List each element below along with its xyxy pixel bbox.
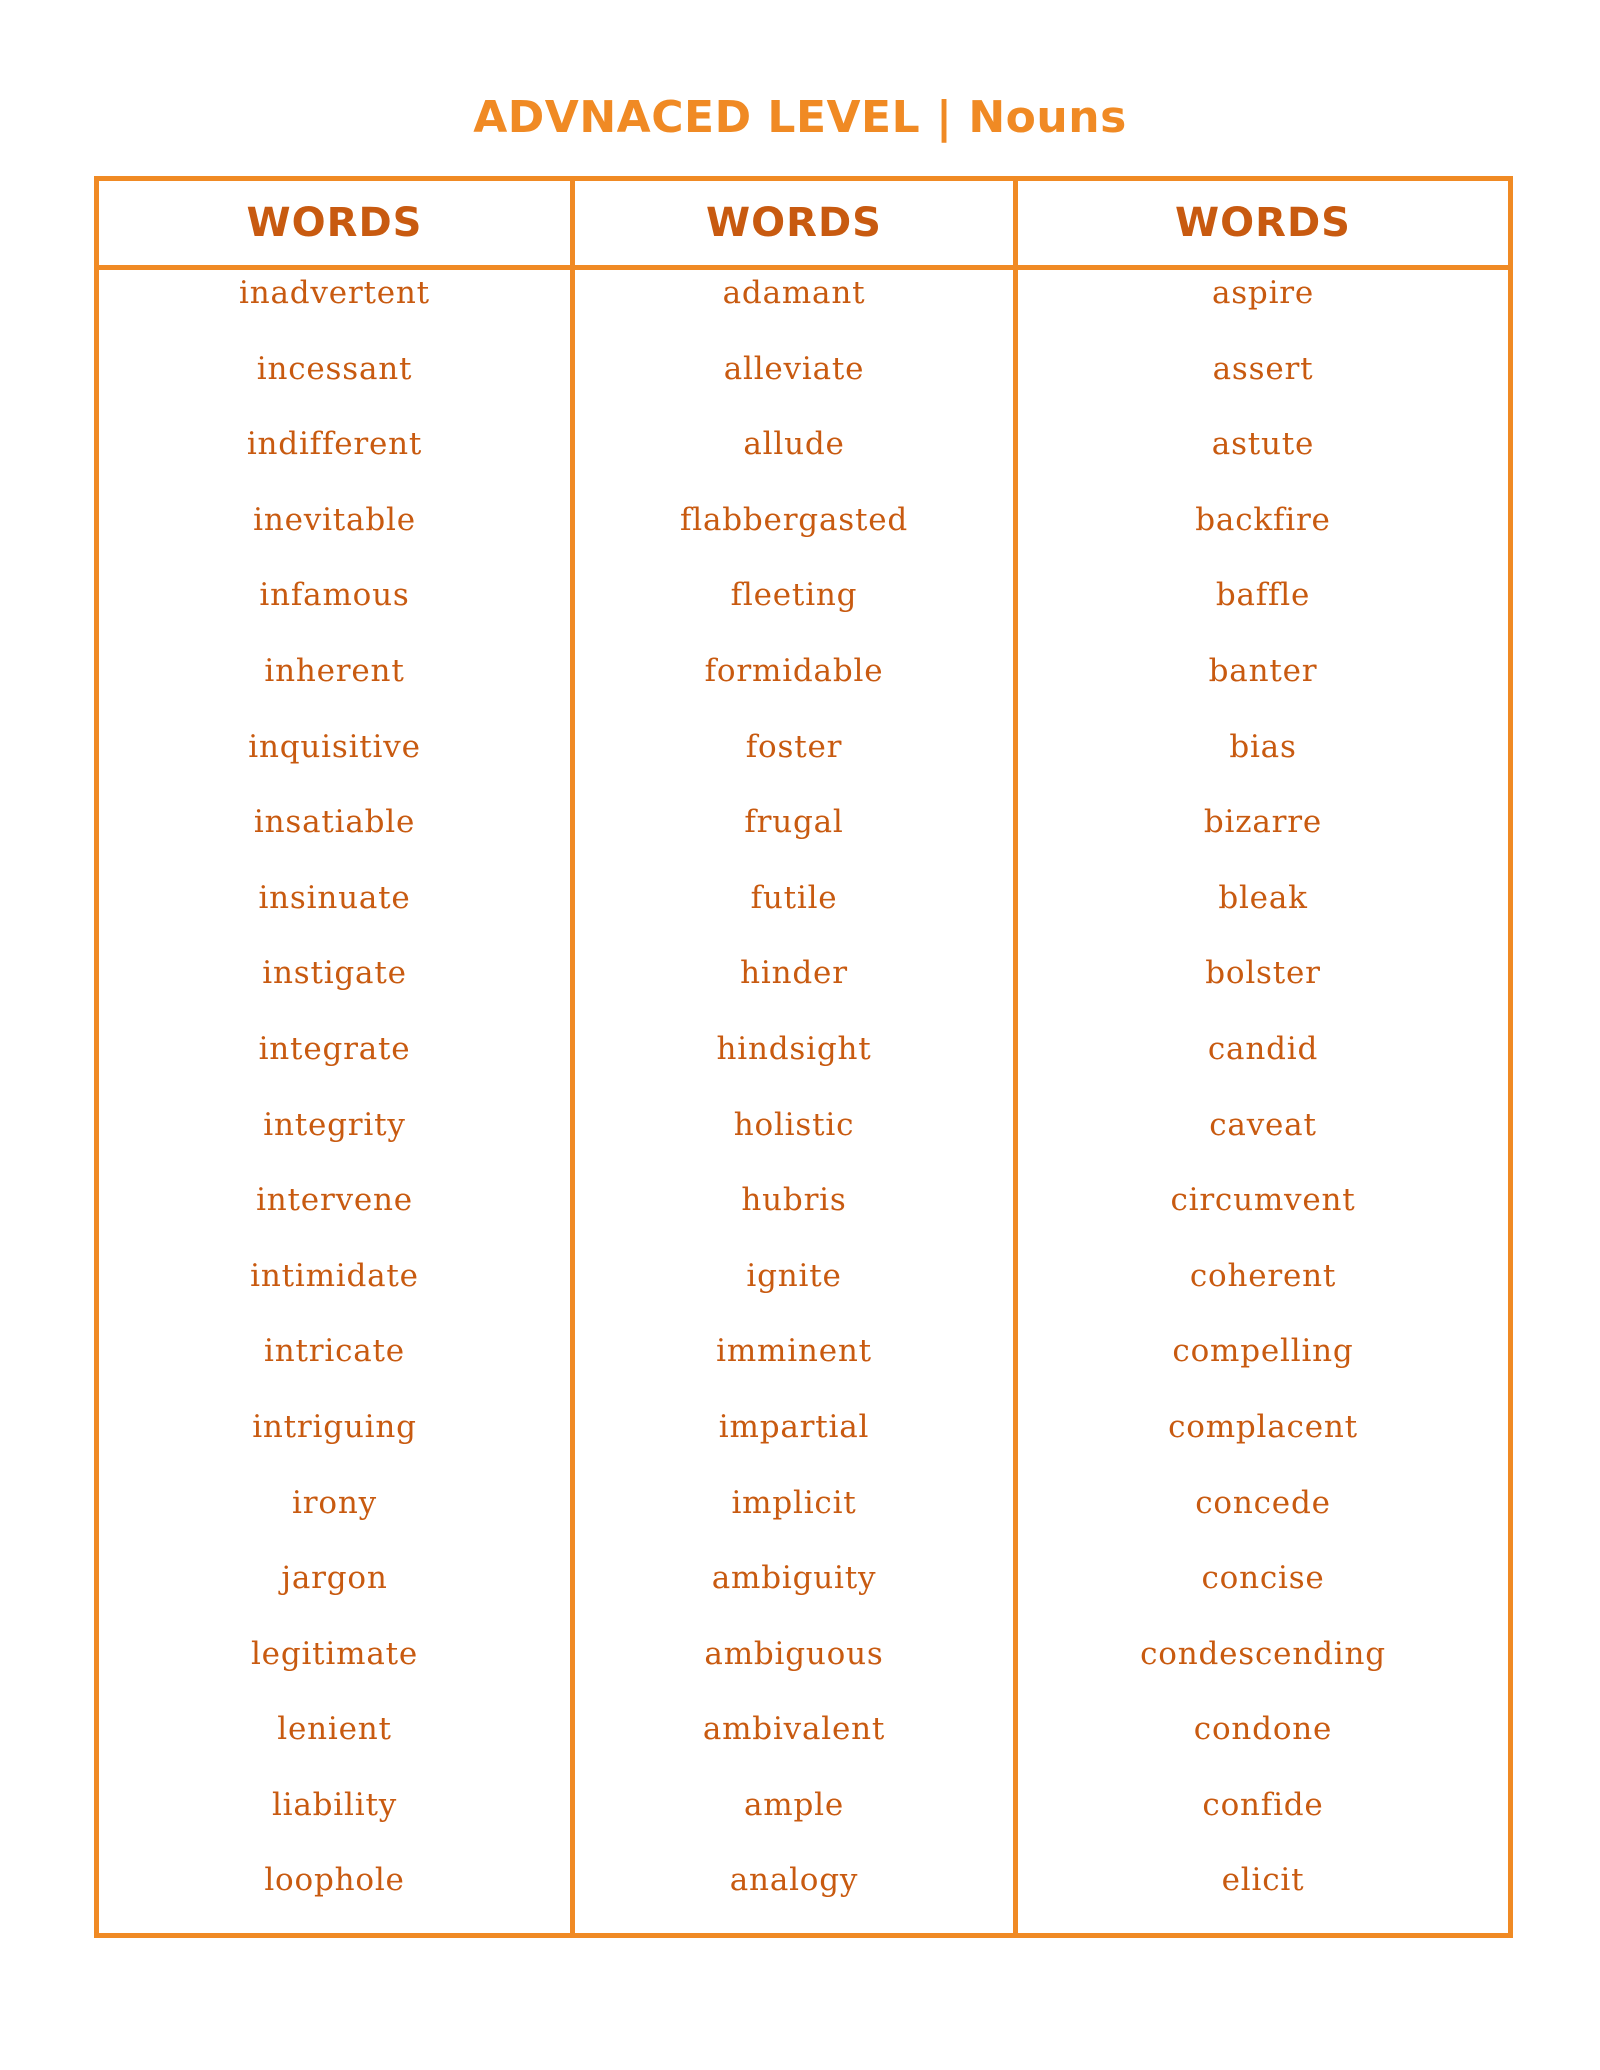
word-item: backfire: [1195, 501, 1331, 538]
word-item: intimidate: [250, 1257, 419, 1294]
word-item: inadvertent: [239, 275, 430, 311]
word-item: analogy: [729, 1862, 859, 1899]
page-title: ADVNACED LEVEL | Nouns: [473, 92, 1127, 143]
word-item: intricate: [264, 1333, 405, 1370]
word-item: liability: [271, 1786, 398, 1823]
word-item: candid: [1207, 1030, 1319, 1067]
word-item: ignite: [746, 1257, 842, 1294]
word-item: condescending: [1140, 1635, 1386, 1672]
word-item: inquisitive: [248, 728, 421, 765]
word-column-3: [1016, 268, 1511, 1936]
word-item: futile: [750, 879, 838, 916]
word-item: intriguing: [252, 1408, 417, 1445]
word-item: ambiguity: [711, 1560, 877, 1597]
word-item: instigate: [262, 955, 407, 992]
word-item: ample: [744, 1786, 844, 1823]
word-item: integrate: [258, 1030, 411, 1067]
word-item: astute: [1211, 426, 1315, 463]
word-item: hindsight: [716, 1030, 872, 1067]
word-item: caveat: [1209, 1106, 1317, 1143]
column-header-3: WORDS: [1016, 179, 1511, 268]
word-item: lenient: [277, 1711, 392, 1748]
word-item: bizarre: [1203, 804, 1323, 841]
word-item: inherent: [264, 652, 405, 689]
word-item: bolster: [1205, 955, 1321, 992]
word-item: circumvent: [1170, 1182, 1356, 1219]
word-item: bleak: [1218, 879, 1308, 916]
word-list-3: [1018, 270, 1508, 1933]
word-item: integrity: [263, 1106, 406, 1143]
word-item: inevitable: [253, 501, 416, 538]
word-item: indifferent: [246, 426, 423, 463]
word-item: adamant: [722, 275, 866, 311]
word-item: concede: [1195, 1484, 1331, 1521]
word-item: frugal: [744, 804, 844, 841]
word-item: legitimate: [250, 1635, 419, 1672]
word-item: bias: [1229, 728, 1297, 765]
word-item: complacent: [1168, 1408, 1358, 1445]
word-item: alleviate: [723, 350, 865, 387]
words-table: [94, 176, 1513, 1938]
word-item: imminent: [716, 1333, 872, 1370]
word-item: flabbergasted: [679, 501, 908, 538]
word-item: allude: [743, 426, 845, 463]
word-item: fleeting: [730, 577, 858, 614]
word-item: elicit: [1221, 1862, 1305, 1899]
column-header-1: WORDS: [97, 179, 573, 268]
word-item: formidable: [704, 652, 884, 689]
word-item: aspire: [1211, 275, 1315, 311]
word-item: foster: [745, 728, 843, 765]
word-item: loophole: [264, 1862, 405, 1899]
word-item: ambiguous: [704, 1635, 884, 1672]
word-item: concise: [1201, 1560, 1325, 1597]
word-item: condone: [1193, 1711, 1333, 1748]
word-item: coherent: [1189, 1257, 1337, 1294]
word-item: irony: [292, 1484, 377, 1521]
words-row: [97, 268, 1511, 1936]
word-item: assert: [1212, 350, 1314, 387]
word-item: implicit: [731, 1484, 857, 1521]
word-item: hinder: [740, 955, 848, 992]
word-item: banter: [1208, 652, 1318, 689]
word-column-1: [97, 268, 573, 1936]
word-item: infamous: [259, 577, 410, 614]
word-item: incessant: [256, 350, 413, 387]
word-item: holistic: [733, 1106, 855, 1143]
word-item: impartial: [718, 1408, 870, 1445]
word-item: intervene: [256, 1182, 413, 1219]
word-list-2: [575, 270, 1013, 1933]
header-row: [97, 179, 1511, 268]
column-header-2: WORDS: [573, 179, 1016, 268]
word-item: jargon: [281, 1560, 388, 1597]
word-list-1: [99, 270, 570, 1933]
word-item: compelling: [1172, 1333, 1354, 1370]
word-item: insinuate: [258, 879, 411, 916]
word-item: ambivalent: [702, 1711, 886, 1748]
word-column-2: [573, 268, 1016, 1936]
word-item: insatiable: [253, 804, 416, 841]
word-item: baffle: [1215, 577, 1311, 614]
word-item: confide: [1202, 1786, 1324, 1823]
word-item: hubris: [741, 1182, 847, 1219]
